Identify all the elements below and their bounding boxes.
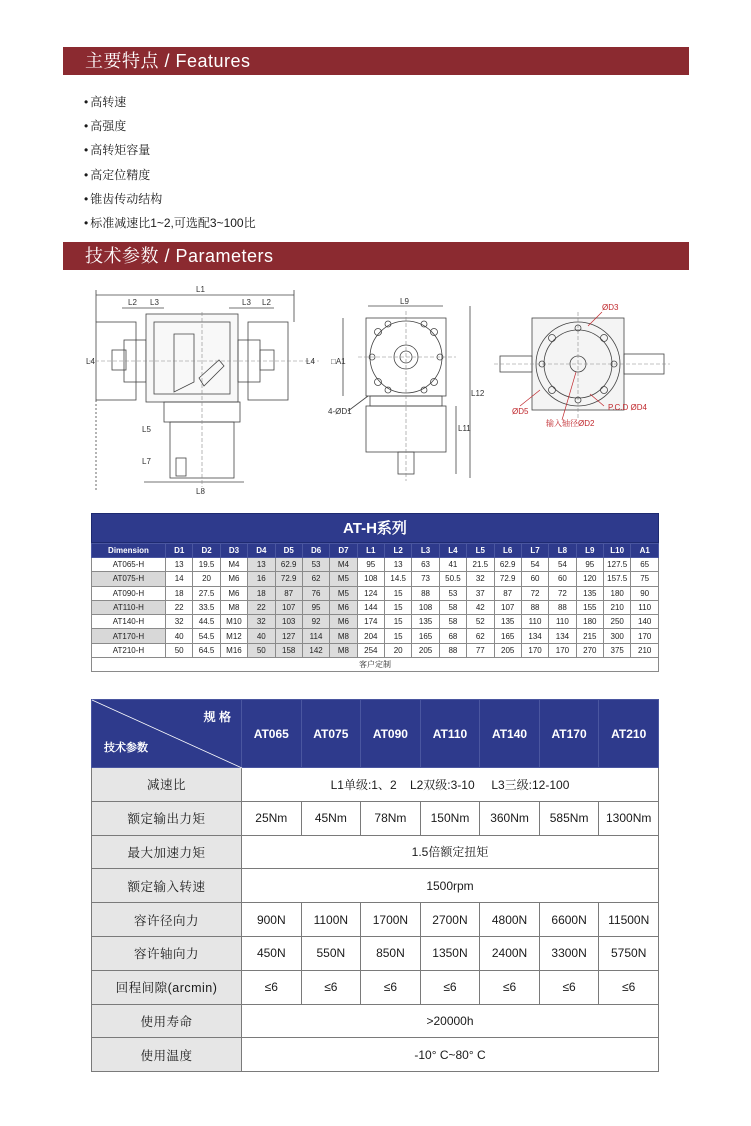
dim-value-cell: 205 [494, 643, 521, 657]
feature-list [84, 90, 256, 235]
dim-value-cell: 58 [439, 615, 466, 629]
dim-value-cell: 110 [631, 600, 659, 614]
spec-table [91, 699, 659, 1072]
dim-value-cell: 32 [166, 615, 193, 629]
dim-model-cell: AT075-H [92, 572, 166, 586]
dim-value-cell: 88 [549, 600, 576, 614]
spec-model-header: AT075 [301, 700, 361, 768]
feature-item: • 锥齿传动结构 [84, 187, 256, 211]
dimension-table-title: AT-H系列 [91, 513, 659, 543]
dim-value-cell: M8 [330, 629, 357, 643]
dim-label-l4: L4 [306, 357, 315, 366]
dim-value-cell: 27.5 [193, 586, 220, 600]
dim-value-cell: 37 [467, 586, 494, 600]
dim-value-cell: 135 [412, 615, 439, 629]
dim-value-cell: 250 [604, 615, 631, 629]
dim-value-cell: 107 [494, 600, 521, 614]
feature-item: • 标准减速比1~2,可选配3~100比 [84, 211, 256, 235]
dim-label-l3: L3 [242, 298, 251, 307]
dim-value-cell: 50 [166, 643, 193, 657]
dim-value-cell: 76 [302, 586, 329, 600]
dim-value-cell: 88 [439, 643, 466, 657]
spec-value-cell: ≤6 [420, 970, 480, 1004]
dim-col-header: L6 [494, 544, 521, 558]
dim-table-row [92, 572, 659, 586]
dimension-grid [91, 543, 659, 672]
spec-row-label: 额定输入转速 [92, 869, 242, 903]
dim-value-cell: 180 [576, 615, 603, 629]
dim-value-cell: 14.5 [385, 572, 412, 586]
dim-value-cell: 108 [357, 572, 384, 586]
dim-table-row [92, 558, 659, 572]
spec-value-cell: ≤6 [242, 970, 302, 1004]
dim-value-cell: 68 [439, 629, 466, 643]
dim-label-d1: 4-ØD1 [328, 407, 352, 416]
dim-value-cell: 72.9 [275, 572, 302, 586]
dim-value-cell: 40 [166, 629, 193, 643]
dim-label-l9: L9 [400, 297, 409, 306]
spec-table-row [92, 869, 659, 903]
spec-row-label: 使用温度 [92, 1038, 242, 1072]
spec-table-row [92, 1038, 659, 1072]
dim-value-cell: 90 [631, 586, 659, 600]
spec-value-cell: 4800N [480, 903, 540, 937]
dim-model-cell: AT110-H [92, 600, 166, 614]
dim-value-cell: 13 [166, 558, 193, 572]
spec-value-cell: 585Nm [539, 801, 599, 835]
dim-value-cell: 157.5 [604, 572, 631, 586]
dim-value-cell: 13 [385, 558, 412, 572]
dim-col-header: D2 [193, 544, 220, 558]
dim-value-cell: 170 [521, 643, 548, 657]
dim-value-cell: 62.9 [275, 558, 302, 572]
dim-table-row [92, 643, 659, 657]
dim-label-l2: L2 [262, 298, 271, 307]
dim-col-header: D5 [275, 544, 302, 558]
dim-value-cell: 170 [631, 629, 659, 643]
dim-value-cell: 22 [248, 600, 275, 614]
dim-col-header: L10 [604, 544, 631, 558]
dim-value-cell: 58 [439, 600, 466, 614]
dim-label-l2: L2 [128, 298, 137, 307]
dim-col-header: L8 [549, 544, 576, 558]
spec-value-cell: 450N [242, 936, 302, 970]
dim-value-cell: 95 [357, 558, 384, 572]
dim-table-row [92, 586, 659, 600]
spec-corner-param-label: 技术参数 [104, 742, 148, 754]
dim-value-cell: 63 [412, 558, 439, 572]
dim-value-cell: 21.5 [467, 558, 494, 572]
dim-label-l8: L8 [196, 487, 205, 496]
dim-value-cell: 75 [631, 572, 659, 586]
dim-value-cell: 52 [467, 615, 494, 629]
dim-value-cell: 22 [166, 600, 193, 614]
dim-value-cell: 165 [412, 629, 439, 643]
dim-value-cell: 300 [604, 629, 631, 643]
spec-value-cell: 1300Nm [599, 801, 659, 835]
spec-row-label: 容许径向力 [92, 903, 242, 937]
dim-label-l11: L11 [458, 424, 471, 433]
dim-value-cell: 20 [385, 643, 412, 657]
dim-value-cell: 134 [521, 629, 548, 643]
features-header: 主要特点 / Features [63, 47, 689, 75]
dim-value-cell: 142 [302, 643, 329, 657]
dim-value-cell: 77 [467, 643, 494, 657]
dim-col-header: L5 [467, 544, 494, 558]
spec-value-cell: 25Nm [242, 801, 302, 835]
spec-value-cell: ≤6 [539, 970, 599, 1004]
dim-value-cell: 13 [248, 558, 275, 572]
spec-value-cell: ≤6 [599, 970, 659, 1004]
dim-model-cell: AT065-H [92, 558, 166, 572]
dim-value-cell: M5 [330, 586, 357, 600]
feature-item: • 高转矩容量 [84, 138, 256, 162]
dim-value-cell: 53 [302, 558, 329, 572]
dim-value-cell: 44.5 [193, 615, 220, 629]
parameters-header: 技术参数 / Parameters [63, 242, 689, 270]
dim-value-cell: 127.5 [604, 558, 631, 572]
dim-value-cell: 120 [576, 572, 603, 586]
spec-model-header: AT140 [480, 700, 540, 768]
dim-value-cell: 158 [275, 643, 302, 657]
dim-value-cell: M6 [330, 615, 357, 629]
dim-col-header: D1 [166, 544, 193, 558]
dim-value-cell: M8 [330, 643, 357, 657]
spec-model-header: AT210 [599, 700, 659, 768]
dim-value-cell: M12 [220, 629, 247, 643]
dim-label-l7: L7 [142, 457, 151, 466]
dim-value-cell: 42 [467, 600, 494, 614]
dim-col-header: D3 [220, 544, 247, 558]
dim-model-cell: AT170-H [92, 629, 166, 643]
dim-value-cell: 107 [275, 600, 302, 614]
dim-model-cell: AT210-H [92, 643, 166, 657]
dim-value-cell: 204 [357, 629, 384, 643]
dim-value-cell: 135 [494, 615, 521, 629]
spec-value-cell: 11500N [599, 903, 659, 937]
dim-value-cell: M6 [330, 600, 357, 614]
dim-value-cell: 103 [275, 615, 302, 629]
spec-value-cell: ≤6 [301, 970, 361, 1004]
dim-value-cell: 62.9 [494, 558, 521, 572]
dim-value-cell: M5 [330, 572, 357, 586]
dim-col-header: L7 [521, 544, 548, 558]
side-view-drawing [84, 282, 324, 497]
dim-value-cell: 18 [166, 586, 193, 600]
spec-row-label: 容许轴向力 [92, 936, 242, 970]
dim-label-d4: P.C.D ØD4 [608, 403, 647, 412]
dim-value-cell: 72 [521, 586, 548, 600]
dim-value-cell: M10 [220, 615, 247, 629]
spec-table-row [92, 768, 659, 802]
dim-value-cell: 15 [385, 629, 412, 643]
dim-value-cell: 108 [412, 600, 439, 614]
spec-row-label: 使用寿命 [92, 1004, 242, 1038]
dim-value-cell: 14 [166, 572, 193, 586]
dim-col-header: D6 [302, 544, 329, 558]
spec-value-cell: ≤6 [480, 970, 540, 1004]
dim-value-cell: 54.5 [193, 629, 220, 643]
spec-merged-value: >20000h [242, 1004, 659, 1038]
dim-value-cell: 50.5 [439, 572, 466, 586]
spec-value-cell: 850N [361, 936, 421, 970]
spec-value-cell: 1100N [301, 903, 361, 937]
dim-value-cell: 33.5 [193, 600, 220, 614]
dim-value-cell: 165 [494, 629, 521, 643]
dim-value-cell: 60 [549, 572, 576, 586]
dim-col-header: L4 [439, 544, 466, 558]
spec-value-cell: 2700N [420, 903, 480, 937]
spec-model-header: AT110 [420, 700, 480, 768]
dim-value-cell: 215 [576, 629, 603, 643]
spec-value-cell: ≤6 [361, 970, 421, 1004]
spec-value-cell: 550N [301, 936, 361, 970]
dim-value-cell: 155 [576, 600, 603, 614]
dim-value-cell: 124 [357, 586, 384, 600]
dim-value-cell: 205 [412, 643, 439, 657]
dim-value-cell: 60 [521, 572, 548, 586]
spec-corner-spec-label: 规 格 [203, 710, 231, 724]
spec-row-label: 最大加速力矩 [92, 835, 242, 869]
dim-col-header: L9 [576, 544, 603, 558]
spec-row-label: 额定输出力矩 [92, 801, 242, 835]
dim-label-d2: 输入轴径ØD2 [546, 419, 595, 428]
spec-merged-value: -10° C~80° C [242, 1038, 659, 1072]
dim-value-cell: 54 [521, 558, 548, 572]
dim-table-row [92, 615, 659, 629]
spec-row-label: 回程间隙(arcmin) [92, 970, 242, 1004]
spec-merged-value: 1500rpm [242, 869, 659, 903]
dim-value-cell: 110 [521, 615, 548, 629]
spec-model-header: AT065 [242, 700, 302, 768]
dim-value-cell: 32 [467, 572, 494, 586]
dim-value-cell: 41 [439, 558, 466, 572]
spec-table-row [92, 801, 659, 835]
dim-value-cell: 65 [631, 558, 659, 572]
dim-value-cell: 19.5 [193, 558, 220, 572]
dim-value-cell: M8 [220, 600, 247, 614]
dim-col-header: D7 [330, 544, 357, 558]
dim-col-header: D4 [248, 544, 275, 558]
dim-model-cell: AT140-H [92, 615, 166, 629]
dim-value-cell: 95 [576, 558, 603, 572]
dim-value-cell: 144 [357, 600, 384, 614]
dim-value-cell: M16 [220, 643, 247, 657]
dim-table-row [92, 600, 659, 614]
spec-model-header: AT170 [539, 700, 599, 768]
dim-label-a1: □A1 [331, 357, 346, 366]
dim-label-d5: ØD5 [512, 407, 529, 416]
spec-value-cell: 45Nm [301, 801, 361, 835]
dim-value-cell: 32 [248, 615, 275, 629]
dim-value-cell: 72 [549, 586, 576, 600]
dimension-table [91, 513, 659, 672]
spec-table-row [92, 835, 659, 869]
dim-value-cell: 180 [604, 586, 631, 600]
spec-merged-value: 1.5倍额定扭矩 [242, 835, 659, 869]
feature-item: • 高转速 [84, 90, 256, 114]
dim-value-cell: 88 [521, 600, 548, 614]
dim-value-cell: 72.9 [494, 572, 521, 586]
spec-value-cell: 78Nm [361, 801, 421, 835]
spec-value-cell: 3300N [539, 936, 599, 970]
dim-label-d3: ØD3 [602, 303, 619, 312]
dim-value-cell: 54 [549, 558, 576, 572]
dim-value-cell: 140 [631, 615, 659, 629]
spec-model-header: AT090 [361, 700, 421, 768]
dim-label-l12: L12 [471, 389, 485, 398]
dim-col-header: L2 [385, 544, 412, 558]
spec-value-cell: 1350N [420, 936, 480, 970]
dim-label-l3: L3 [150, 298, 159, 307]
dim-value-cell: 87 [494, 586, 521, 600]
dim-label-l5: L5 [142, 425, 151, 434]
spec-grid [91, 699, 659, 1072]
dim-value-cell: 15 [385, 600, 412, 614]
dim-value-cell: 73 [412, 572, 439, 586]
dim-value-cell: 40 [248, 629, 275, 643]
dim-value-cell: 15 [385, 615, 412, 629]
dim-col-header: L1 [357, 544, 384, 558]
flange-view-drawing [492, 298, 672, 438]
spec-value-cell: 360Nm [480, 801, 540, 835]
dim-value-cell: 210 [631, 643, 659, 657]
dim-col-header: A1 [631, 544, 659, 558]
dim-value-cell: 53 [439, 586, 466, 600]
spec-value-cell: 6600N [539, 903, 599, 937]
dim-value-cell: 62 [467, 629, 494, 643]
dim-value-cell: 110 [549, 615, 576, 629]
dim-value-cell: 15 [385, 586, 412, 600]
dim-label-l1: L1 [196, 285, 205, 294]
spec-value-cell: 150Nm [420, 801, 480, 835]
dim-value-cell: 16 [248, 572, 275, 586]
spec-value-cell: 1700N [361, 903, 421, 937]
dim-value-cell: M4 [330, 558, 357, 572]
dim-value-cell: 210 [604, 600, 631, 614]
dim-value-cell: 127 [275, 629, 302, 643]
spec-value-cell: 2400N [480, 936, 540, 970]
spec-value-cell: 900N [242, 903, 302, 937]
dim-value-cell: 135 [576, 586, 603, 600]
spec-table-row [92, 970, 659, 1004]
dim-value-cell: 88 [412, 586, 439, 600]
dim-value-cell: 170 [549, 643, 576, 657]
dim-value-cell: 95 [302, 600, 329, 614]
dim-label-l4: L4 [86, 357, 95, 366]
dim-table-row [92, 629, 659, 643]
dim-value-cell: 114 [302, 629, 329, 643]
dim-value-cell: 375 [604, 643, 631, 657]
dim-value-cell: 87 [275, 586, 302, 600]
dim-value-cell: 20 [193, 572, 220, 586]
feature-item: • 高强度 [84, 114, 256, 138]
dim-value-cell: 270 [576, 643, 603, 657]
spec-table-row [92, 936, 659, 970]
dim-value-cell: 174 [357, 615, 384, 629]
dim-table-footer: 客户定制 [92, 658, 659, 672]
dim-value-cell: 254 [357, 643, 384, 657]
dim-col-header: L3 [412, 544, 439, 558]
spec-merged-value: L1单级:1、2 L2双级:3-10 L3三级:12-100 [242, 768, 659, 802]
dim-model-cell: AT090-H [92, 586, 166, 600]
dim-value-cell: 18 [248, 586, 275, 600]
dim-value-cell: 134 [549, 629, 576, 643]
dim-value-cell: M6 [220, 586, 247, 600]
spec-table-row [92, 903, 659, 937]
spec-row-label: 减速比 [92, 768, 242, 802]
dim-value-cell: M4 [220, 558, 247, 572]
front-view-drawing [328, 296, 483, 486]
feature-item: • 高定位精度 [84, 163, 256, 187]
spec-corner-cell [92, 700, 242, 768]
dim-value-cell: M6 [220, 572, 247, 586]
dim-value-cell: 64.5 [193, 643, 220, 657]
dim-col-header: Dimension [92, 544, 166, 558]
dim-value-cell: 50 [248, 643, 275, 657]
spec-table-row [92, 1004, 659, 1038]
dim-value-cell: 62 [302, 572, 329, 586]
dim-value-cell: 92 [302, 615, 329, 629]
spec-value-cell: 5750N [599, 936, 659, 970]
